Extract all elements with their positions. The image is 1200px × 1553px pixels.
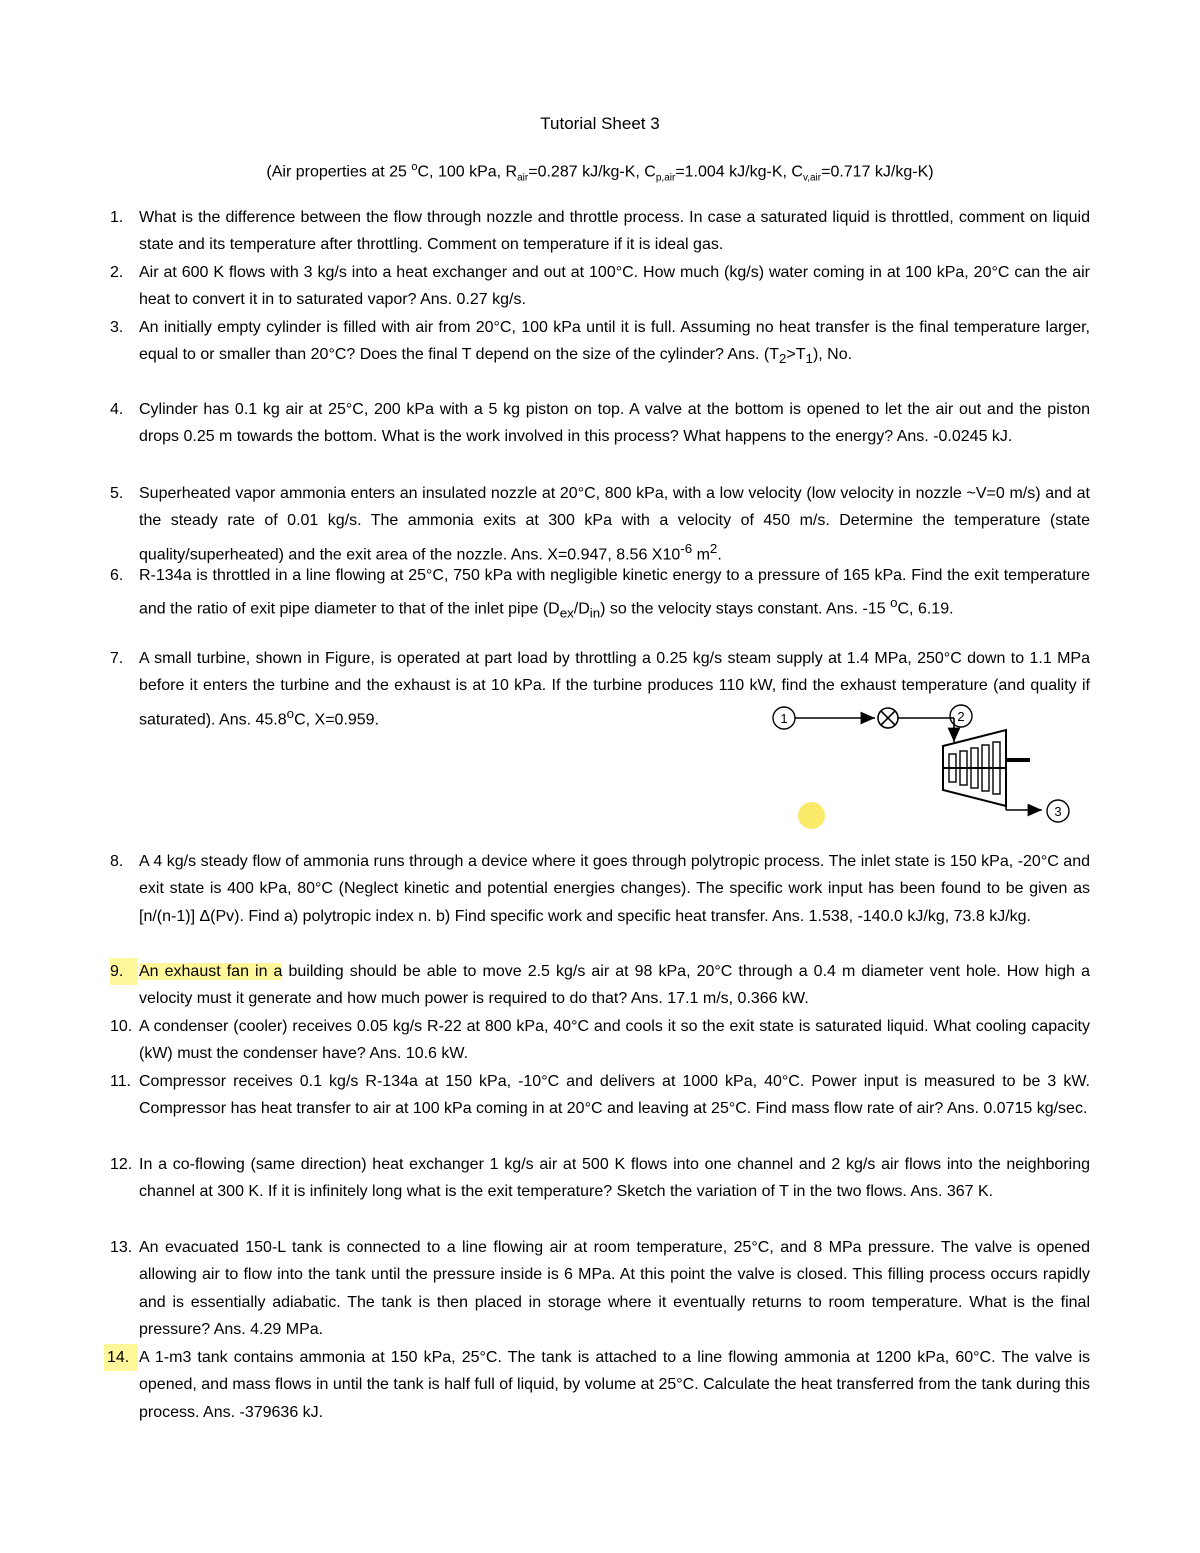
page-title: Tutorial Sheet 3 bbox=[540, 114, 660, 133]
question-text: A 4 kg/s steady flow of ammonia runs through a device where it goes through polytropic process. The inlet state is 150 kPa, -20°C and exit state is 400 kPa, 80°C (Neglect kinetic and potential energies changes). The specific work input has been found to be given as [n/(n-1)] Δ(Pv). Find a) polytropic index n. b) Find specific work and specific heat transfer. Ans. 1.538, -140.0 kJ/kg, 73.8 kJ/kg. bbox=[139, 853, 1090, 925]
throttle-valve-icon bbox=[878, 708, 898, 728]
question-text: An exhaust fan in a building should be able to move 2.5 kg/s air at 98 kPa, 20°C through a 0.4 m diameter vent hole. How high a velocity must it generate and how much power is required to do that? Ans. 17.1 m/s, 0.366 kW. bbox=[139, 963, 1091, 1008]
question-13 bbox=[110, 1234, 1090, 1344]
question-text: R-134a is throttled in a line flowing at 25°C, 750 kPa with negligible kinetic energy to a pressure of 165 kPa. Find the exit temperature and the ratio of exit pipe diameter to that of the inlet pipe $(D_{ex}/D_{in})$ so the velocity stays constant. Ans. -15 $^o$C, 6.19. bbox=[139, 567, 1090, 621]
question-text: Superheated vapor ammonia enters an insulated nozzle at 20°C, 800 kPa, with a low velocity (low velocity in nozzle ~V=0 m/s) and at the steady rate of 0.01 kg/s. The ammonia exits at 300 kPa with a velocity of 450 m/s. Determine the temperature (state quality/superheated) and the exit area of the nozzle. Ans. X=0.947, 8.56 $X10^{-6}$ $m^2$. bbox=[139, 485, 1090, 564]
svg-text:2: 2 bbox=[957, 709, 965, 724]
question-text: An initially empty cylinder is filled with air from 20°C, 100 kPa until it is full. Assuming no heat transfer is the final temperature larger, equal to or smaller than 20°C? Does the final T depend on the size of the cylinder? Ans. $(T_2>T_1)$, No. bbox=[139, 319, 1090, 367]
question-number: 7. bbox=[110, 650, 124, 667]
question-text: A condenser (cooler) receives 0.05 kg/s R-22 at 800 kPa, 40°C and cools it so the exit state is saturated liquid. What cooling capacity (kW) must the condenser have? Ans. 10.6 kW. bbox=[139, 1018, 1090, 1063]
question-text: Air at 600 K flows with 3 kg/s into a heat exchanger and out at 100°C. How much (kg/s) water coming in at 100 kPa, 20°C can the air heat to convert it in to saturated vapor? Ans. 0.27 kg/s. bbox=[139, 264, 1090, 309]
question-text: An evacuated 150-L tank is connected to a line flowing air at room temperature, 25°C, and 8 MPa pressure. The valve is opened allowing air to flow into the tank until the pressure inside is 6 MPa. At this point the valve is closed. This filling process occurs rapidly and is essentially adiabatic. The tank is then placed in storage where it eventually returns to room temperature. What is the final pressure? Ans. 4.29 MPa. bbox=[139, 1239, 1090, 1339]
question-14 bbox=[107, 1344, 1090, 1426]
question-number: 8. bbox=[110, 853, 124, 870]
air-properties-line: (Air properties at 25 $^o$C, 100 kPa, $R_{air}=0.287$ kJ/kg-K, $C_{p,air}=1.004$ kJ/kg-K, $C_{v,air}=0.717$ kJ/kg-K) bbox=[266, 161, 934, 184]
question-number: 12. bbox=[110, 1156, 133, 1173]
question-number: 14. bbox=[104, 1344, 138, 1371]
svg-text:3: 3 bbox=[1054, 804, 1062, 819]
question-2 bbox=[110, 259, 1090, 314]
question-number: 5. bbox=[110, 485, 124, 502]
question-number: 10. bbox=[110, 1018, 133, 1035]
question-number: 6. bbox=[110, 567, 124, 584]
turbine-icon bbox=[943, 730, 1030, 806]
question-6 bbox=[110, 562, 1090, 627]
question-text: In a co-flowing (same direction) heat exchanger 1 kg/s air at 500 K flows into one channel and 2 kg/s air flows into the neighboring channel at 300 K. If it is infinitely long what is the exit temperature? Sketch the variation of T in the two flows. Ans. 367 K. bbox=[139, 1156, 1090, 1201]
question-12 bbox=[110, 1151, 1090, 1206]
question-text: A small turbine, shown in Figure, is operated at part load by throttling a 0.25 kg/s steam supply at 1.4 MPa, 250°C down to 1.1 MPa before it enters the turbine and the exhaust is at 10 kPa. If the turbine produces 110 kW, find the exhaust temperature (and quality if saturated). Ans. 45.8$^o$C, X=0.959. bbox=[139, 650, 1090, 729]
state-1-marker bbox=[773, 707, 795, 729]
question-10 bbox=[110, 1013, 1090, 1068]
annotation-dot bbox=[798, 802, 825, 829]
highlighted-text: An exhaust fan in a bbox=[139, 963, 283, 980]
question-number: 3. bbox=[110, 319, 124, 336]
question-text: What is the difference between the flow through nozzle and throttle process. In case a saturated liquid is throttled, comment on liquid state and its temperature after throttling. Comment on temperature if it is ideal gas. bbox=[139, 209, 1090, 254]
state-3-marker bbox=[1047, 800, 1069, 822]
question-text: Cylinder has 0.1 kg air at 25°C, 200 kPa with a 5 kg piston on top. A valve at the bottom is opened to let the air out and the piston drops 0.25 m towards the bottom. What is the work involved in this process? What happens to the energy? Ans. -0.0245 kJ. bbox=[139, 401, 1090, 446]
question-9 bbox=[110, 958, 1090, 1013]
question-number: 4. bbox=[110, 401, 124, 418]
question-5 bbox=[110, 480, 1090, 569]
question-text: A 1-m3 tank contains ammonia at 150 kPa, 25°C. The tank is attached to a line flowing ammonia at 1200 kPa, 60°C. The valve is opened, and mass flows in until the tank is half full of liquid, by volume at 25°C. Calculate the heat transferred from the tank during this process. Ans. -379636 kJ. bbox=[139, 1349, 1090, 1421]
question-3 bbox=[110, 314, 1090, 373]
question-number: 13. bbox=[110, 1239, 133, 1256]
question-number: 11. bbox=[110, 1073, 132, 1090]
question-number: 1. bbox=[110, 209, 124, 226]
question-8 bbox=[110, 848, 1090, 930]
question-4 bbox=[110, 396, 1090, 451]
question-number: 2. bbox=[110, 264, 124, 281]
svg-text:1: 1 bbox=[780, 711, 788, 726]
question-1 bbox=[110, 204, 1090, 259]
question-11 bbox=[110, 1068, 1090, 1123]
question-number: 9. bbox=[110, 958, 138, 985]
question-text: Compressor receives 0.1 kg/s R-134a at 150 kPa, -10°C and delivers at 1000 kPa, 40°C. Power input is measured to be 3 kW. Compressor has heat transfer to air at 100 kPa coming in at 20°C and leaving at 25°C. Find mass flow rate of air? Ans. 0.0715 kg/sec. bbox=[139, 1073, 1090, 1118]
